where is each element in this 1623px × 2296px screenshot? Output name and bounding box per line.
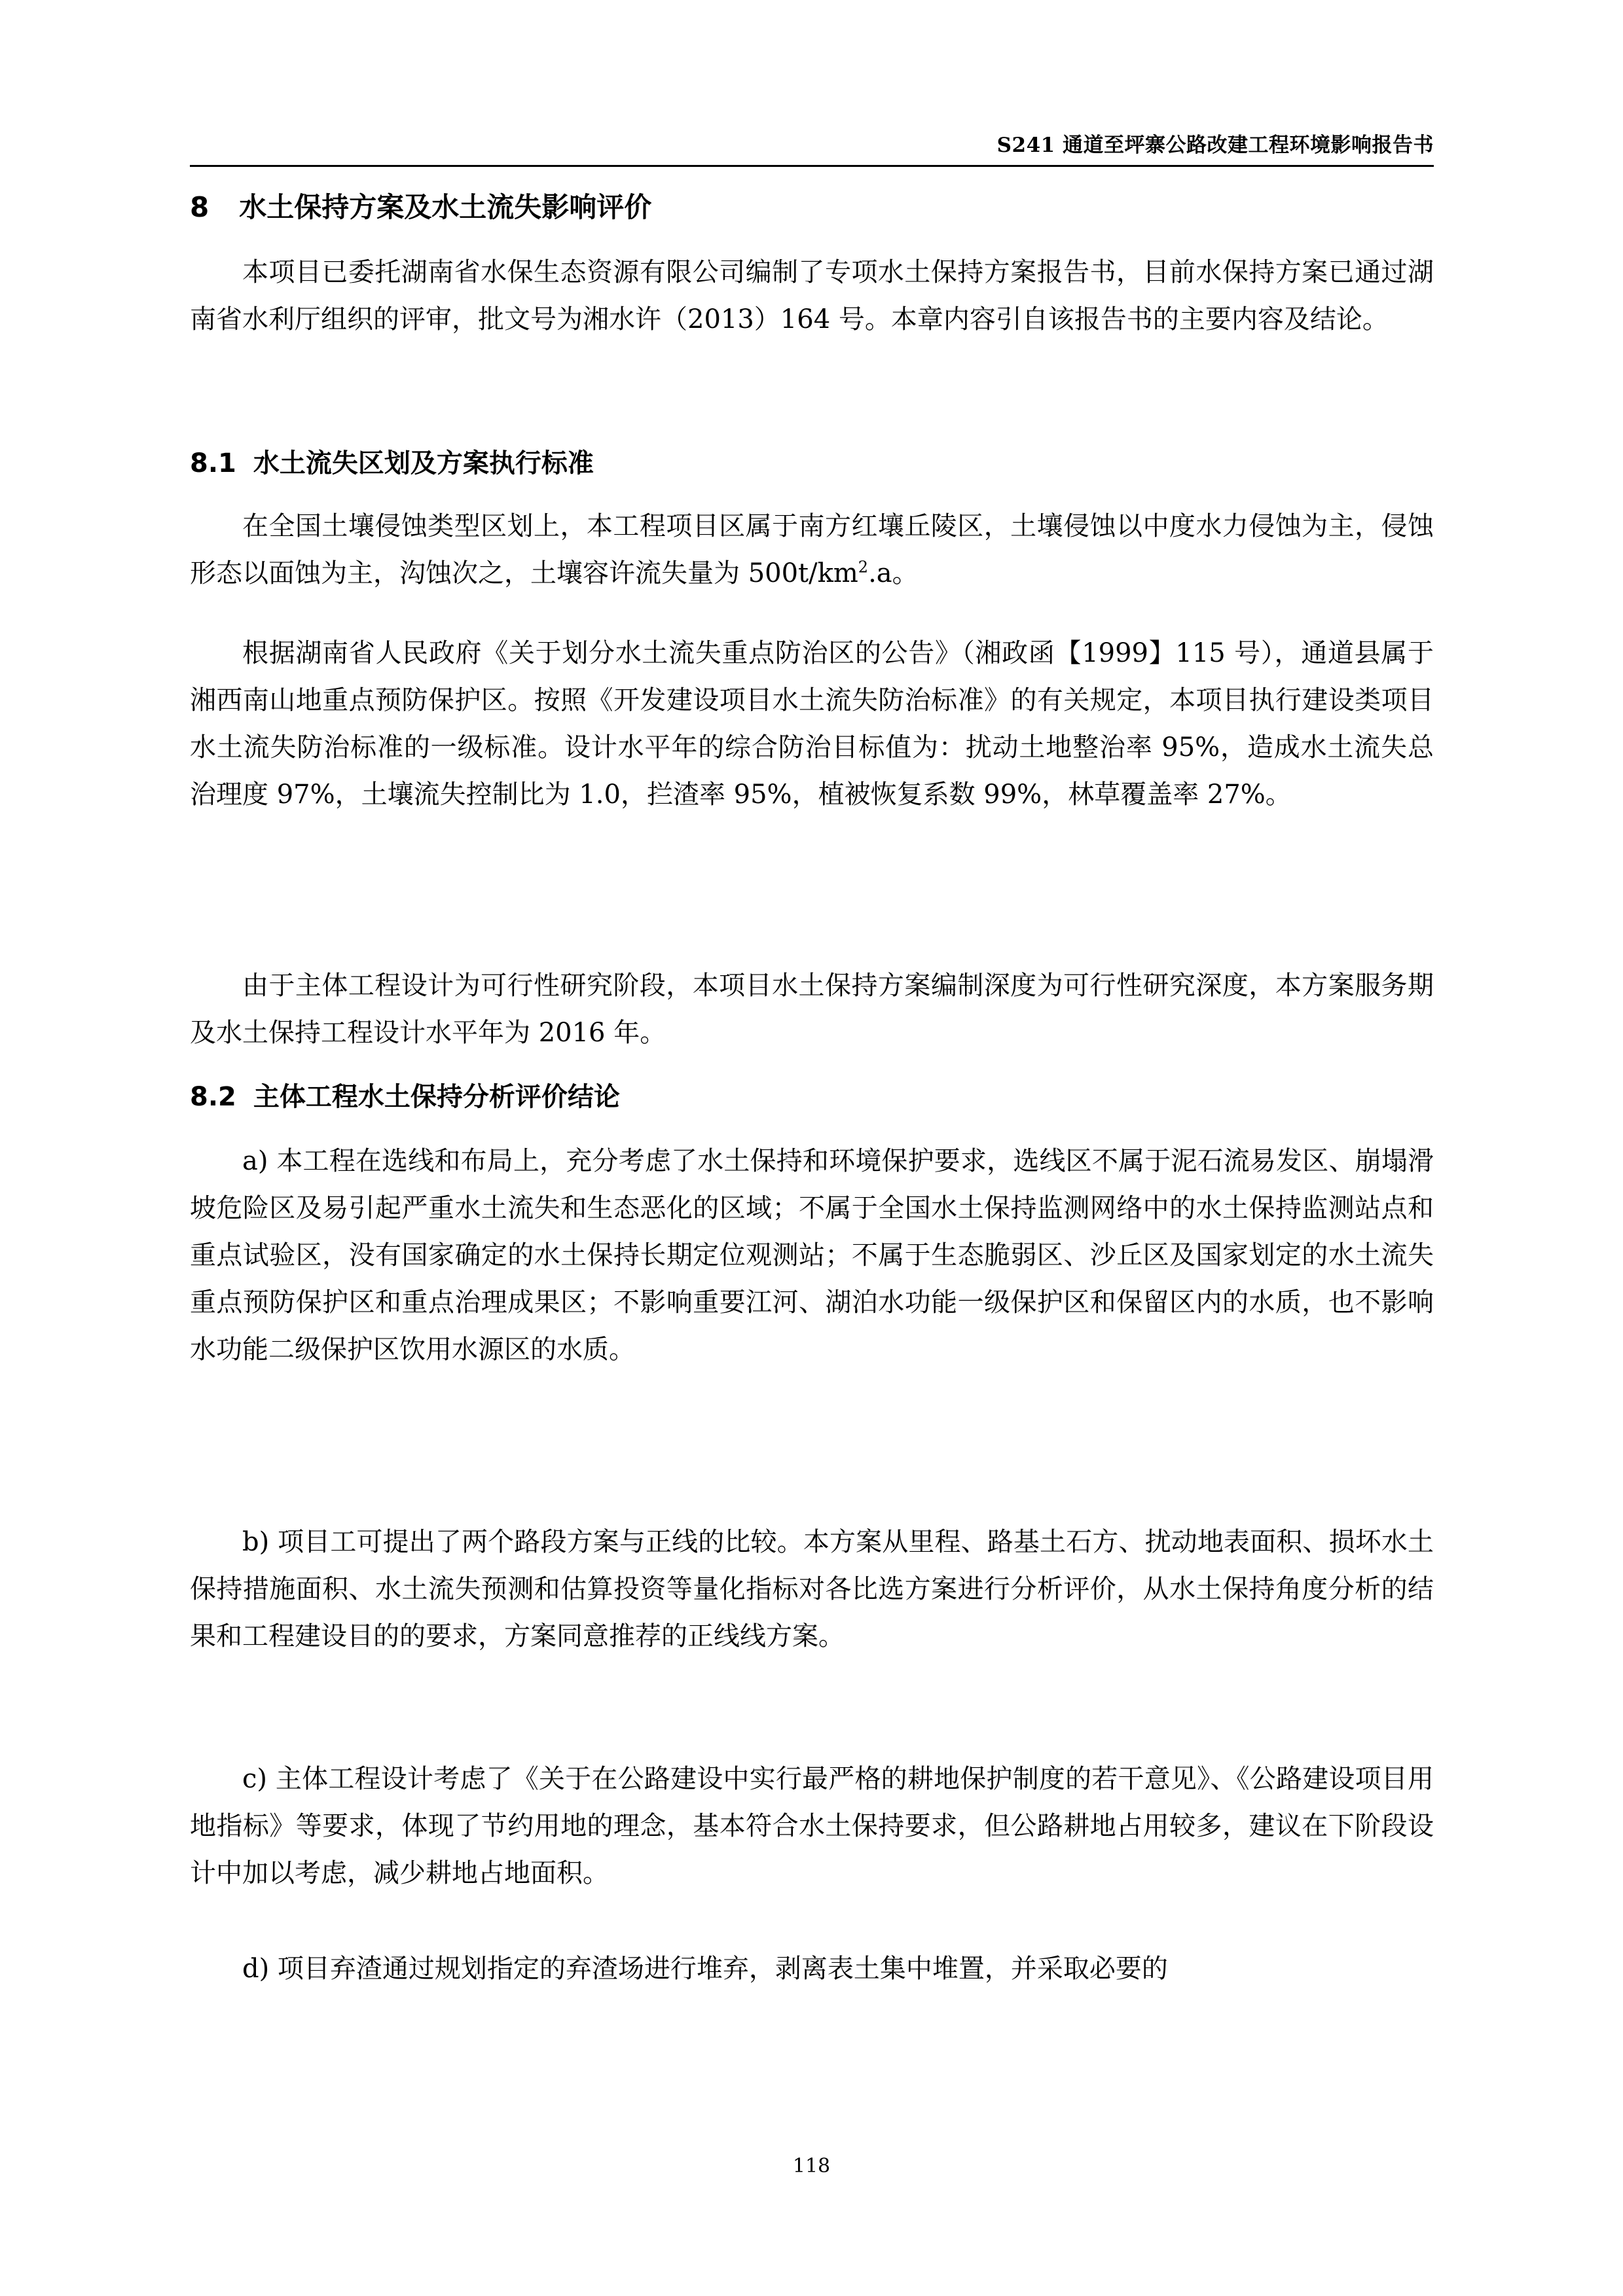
running-header: S241 通道至坪寨公路改建工程环境影响报告书 [996,134,1434,157]
section-8-1-paragraph-1 [190,503,1434,597]
superscript-two: 2 [858,558,869,577]
section-8-2-item-d: d) 项目弃渣通过规划指定的弃渣场进行堆弃，剥离表土集中堆置，并采取必要的 [242,1954,1168,1984]
header-divider [190,165,1434,167]
section-8-1-paragraph-3: 由于主体工程设计为可行性研究阶段，本项目水土保持方案编制深度为可行性研究深度，本方案服务期及水土保持工程设计水平年为 2016 年。 [190,971,1434,1048]
section-8-paragraph-1: 本项目已委托湖南省水保生态资源有限公司编制了专项水土保持方案报告书，目前水保持方案已通过湖南省水利厅组织的评审，批文号为湘水许（2013）164 号。本章内容引自该报告书的主要内容及结论。 [190,257,1434,334]
section-8-2-title: 主体工程水土保持分析评价结论 [253,1082,620,1112]
section-8-2-number: 8.2 [190,1082,236,1112]
section-8-title: 水土保持方案及水土流失影响评价 [239,191,652,223]
section-8-1-paragraph-2: 根据湖南省人民政府《关于划分水土流失重点防治区的公告》（湘政函【1999】115 号），通道县属于湘西南山地重点预防保护区。按照《开发建设项目水土流失防治标准》的有关规定，本项目执行建设类项目水土流失防治标准的一级标准。设计水平年的综合防治目标值为：扰动土地整治率 95%，造成水土流失总治理度 97%，土壤流失控制比为 1.0，拦渣率 95%，植被恢复系数 99%，林草覆盖率 27%。 [190,638,1434,810]
section-heading-8 [190,190,1434,226]
section-8-number: 8 [190,191,210,223]
page-number: 118 [792,2155,831,2178]
section-heading-8-1 [190,446,1434,480]
section-8-2-item-b: b) 项目工可提出了两个路段方案与正线的比较。本方案从里程、路基土石方、扰动地表面积、损坏水土保持措施面积、水土流失预测和估算投资等量化指标对各比选方案进行分析评价，从水土保持角度分析的结果和工程建设目的的要求，方案同意推荐的正线线方案。 [190,1527,1434,1651]
section-8-2-item-a: a) 本工程在选线和布局上，充分考虑了水土保持和环境保护要求，选线区不属于泥石流易发区、崩塌滑坡危险区及易引起严重水土流失和生态恶化的区域；不属于全国水土保持监测网络中的水土保持监测站点和重点试验区，没有国家确定的水土保持长期定位观测站；不属于生态脆弱区、沙丘区及国家划定的水土流失重点预防保护区和重点治理成果区；不影响重要江河、湖泊水功能一级保护区和保留区内的水质，也不影响水功能二级保护区饮用水源区的水质。 [190,1146,1434,1365]
section-8-1-title: 水土流失区划及方案执行标准 [253,448,594,478]
section-heading-8-2 [190,1080,1434,1114]
section-8-2-item-c: c) 主体工程设计考虑了《关于在公路建设中实行最严格的耕地保护制度的若干意见》、《公路建设项目用地指标》等要求，体现了节约用地的理念，基本符合水土保持要求，但公路耕地占用较多，建议在下阶段设计中加以考虑，减少耕地占地面积。 [190,1764,1434,1888]
section-8-1-number: 8.1 [190,448,236,478]
soil-loss-paragraph: 在全国土壤侵蚀类型区划上，本工程项目区属于南方红壤丘陵区，土壤侵蚀以中度水力侵蚀为主，侵蚀形态以面蚀为主，沟蚀次之，土壤容许流失量为 $500t/km^2.a$。 [190,511,1434,588]
